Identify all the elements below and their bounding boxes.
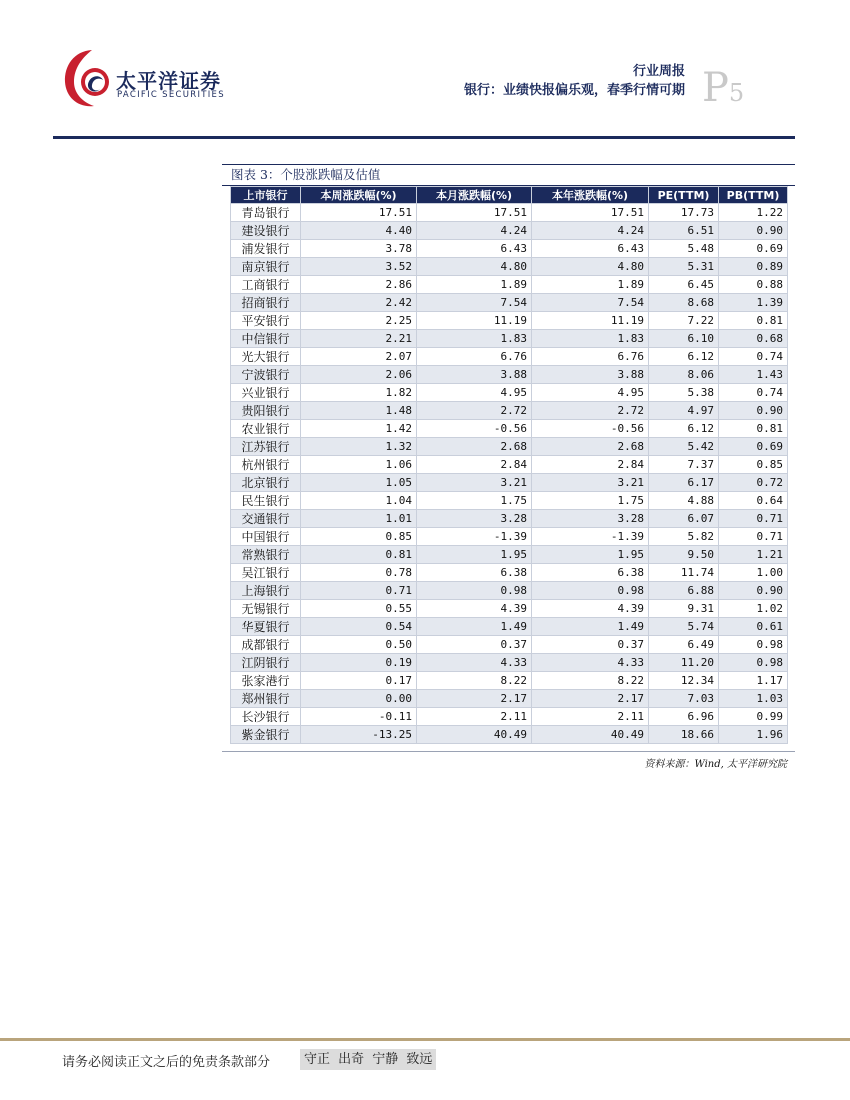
value-cell: 4.97 (649, 402, 719, 420)
value-cell: 2.11 (417, 708, 532, 726)
value-cell: 7.54 (417, 294, 532, 312)
company-slogan: 守正 出奇 宁静 致远 (300, 1049, 436, 1070)
table-row (231, 222, 788, 240)
value-cell: 1.17 (719, 672, 788, 690)
page-prefix: P (702, 65, 729, 111)
value-cell: 1.04 (301, 492, 417, 510)
value-cell: 17.51 (417, 204, 532, 222)
value-cell: 8.06 (649, 366, 719, 384)
value-cell: 6.45 (649, 276, 719, 294)
value-cell: 6.38 (532, 564, 649, 582)
table-row (231, 510, 788, 528)
table-row (231, 420, 788, 438)
value-cell: 1.95 (417, 546, 532, 564)
value-cell: 4.39 (417, 600, 532, 618)
value-cell: -1.39 (417, 528, 532, 546)
table-row (231, 276, 788, 294)
value-cell: 1.83 (417, 330, 532, 348)
column-header: 本周涨跌幅(%) (301, 187, 417, 204)
value-cell: 1.22 (719, 204, 788, 222)
value-cell: 0.72 (719, 474, 788, 492)
pacific-securities-logo-icon (62, 44, 116, 110)
value-cell: 4.24 (417, 222, 532, 240)
table-row (231, 456, 788, 474)
table-row (231, 330, 788, 348)
value-cell: 3.21 (532, 474, 649, 492)
value-cell: 1.82 (301, 384, 417, 402)
page-number (702, 65, 745, 111)
value-cell: 0.37 (532, 636, 649, 654)
value-cell: 2.07 (301, 348, 417, 366)
column-header: PB(TTM) (719, 187, 788, 204)
table-row (231, 582, 788, 600)
bank-name-cell: 长沙银行 (231, 708, 301, 726)
value-cell: 6.76 (532, 348, 649, 366)
value-cell: 6.17 (649, 474, 719, 492)
value-cell: 1.75 (417, 492, 532, 510)
value-cell: 0.17 (301, 672, 417, 690)
value-cell: 4.39 (532, 600, 649, 618)
value-cell: 17.51 (301, 204, 417, 222)
logo-english-name: PACIFIC SECURITIES (117, 90, 225, 100)
bank-name-cell: 民生银行 (231, 492, 301, 510)
value-cell: 40.49 (417, 726, 532, 744)
value-cell: 0.89 (719, 258, 788, 276)
bank-name-cell: 南京银行 (231, 258, 301, 276)
value-cell: 4.80 (417, 258, 532, 276)
value-cell: -0.56 (417, 420, 532, 438)
value-cell: 3.28 (417, 510, 532, 528)
bank-name-cell: 紫金银行 (231, 726, 301, 744)
value-cell: 4.95 (417, 384, 532, 402)
bank-name-cell: 中国银行 (231, 528, 301, 546)
bank-name-cell: 光大银行 (231, 348, 301, 366)
value-cell: 5.48 (649, 240, 719, 258)
bank-name-cell: 郑州银行 (231, 690, 301, 708)
value-cell: 2.11 (532, 708, 649, 726)
table-row (231, 618, 788, 636)
value-cell: 5.74 (649, 618, 719, 636)
bank-name-cell: 宁波银行 (231, 366, 301, 384)
value-cell: 5.82 (649, 528, 719, 546)
column-header: 本年涨跌幅(%) (532, 187, 649, 204)
value-cell: 6.12 (649, 348, 719, 366)
table-row (231, 600, 788, 618)
value-cell: 1.95 (532, 546, 649, 564)
value-cell: 3.78 (301, 240, 417, 258)
value-cell: 6.96 (649, 708, 719, 726)
value-cell: 1.42 (301, 420, 417, 438)
bank-name-cell: 招商银行 (231, 294, 301, 312)
value-cell: 6.10 (649, 330, 719, 348)
table-row (231, 348, 788, 366)
value-cell: 0.71 (301, 582, 417, 600)
bank-name-cell: 杭州银行 (231, 456, 301, 474)
value-cell: 18.66 (649, 726, 719, 744)
table-row (231, 672, 788, 690)
value-cell: 1.83 (532, 330, 649, 348)
value-cell: 0.71 (719, 510, 788, 528)
bank-name-cell: 张家港行 (231, 672, 301, 690)
value-cell: 3.88 (417, 366, 532, 384)
table-row (231, 402, 788, 420)
value-cell: 7.37 (649, 456, 719, 474)
value-cell: 3.28 (532, 510, 649, 528)
table-row (231, 312, 788, 330)
value-cell: 2.06 (301, 366, 417, 384)
value-cell: 6.43 (532, 240, 649, 258)
bank-name-cell: 青岛银行 (231, 204, 301, 222)
value-cell: 6.07 (649, 510, 719, 528)
value-cell: 1.39 (719, 294, 788, 312)
value-cell: 11.20 (649, 654, 719, 672)
value-cell: 1.01 (301, 510, 417, 528)
logo-chinese-name: 太平洋证券 (116, 69, 221, 93)
bank-name-cell: 常熟银行 (231, 546, 301, 564)
value-cell: 0.85 (301, 528, 417, 546)
value-cell: 0.68 (719, 330, 788, 348)
value-cell: 5.38 (649, 384, 719, 402)
value-cell: -1.39 (532, 528, 649, 546)
value-cell: -13.25 (301, 726, 417, 744)
value-cell: 1.02 (719, 600, 788, 618)
value-cell: 0.99 (719, 708, 788, 726)
value-cell: 0.37 (417, 636, 532, 654)
value-cell: 7.54 (532, 294, 649, 312)
value-cell: 1.89 (417, 276, 532, 294)
table-row (231, 654, 788, 672)
column-header: 本月涨跌幅(%) (417, 187, 532, 204)
table-header-row (231, 187, 788, 204)
value-cell: 8.22 (532, 672, 649, 690)
table-body (231, 204, 788, 744)
value-cell: 3.88 (532, 366, 649, 384)
stock-valuation-table (230, 186, 788, 744)
value-cell: 7.03 (649, 690, 719, 708)
value-cell: 6.43 (417, 240, 532, 258)
value-cell: 0.81 (719, 420, 788, 438)
table-row (231, 438, 788, 456)
table-row (231, 492, 788, 510)
table-row (231, 546, 788, 564)
bank-name-cell: 平安银行 (231, 312, 301, 330)
value-cell: 4.88 (649, 492, 719, 510)
value-cell: 11.19 (532, 312, 649, 330)
value-cell: 1.00 (719, 564, 788, 582)
value-cell: 0.98 (719, 654, 788, 672)
table-row (231, 258, 788, 276)
value-cell: 40.49 (532, 726, 649, 744)
value-cell: 3.52 (301, 258, 417, 276)
disclaimer-text: 请务必阅读正文之后的免责条款部分 (62, 1055, 271, 1070)
value-cell: 1.49 (417, 618, 532, 636)
value-cell: -0.56 (532, 420, 649, 438)
footer-divider (0, 1038, 850, 1041)
value-cell: 1.49 (532, 618, 649, 636)
value-cell: 9.50 (649, 546, 719, 564)
table-row (231, 528, 788, 546)
table-row (231, 294, 788, 312)
value-cell: 4.80 (532, 258, 649, 276)
table-row (231, 474, 788, 492)
value-cell: 1.75 (532, 492, 649, 510)
value-cell: 1.05 (301, 474, 417, 492)
value-cell: 17.73 (649, 204, 719, 222)
value-cell: 0.54 (301, 618, 417, 636)
value-cell: 0.74 (719, 348, 788, 366)
value-cell: 2.84 (417, 456, 532, 474)
bank-name-cell: 上海银行 (231, 582, 301, 600)
bank-name-cell: 农业银行 (231, 420, 301, 438)
table-row (231, 708, 788, 726)
value-cell: 2.17 (417, 690, 532, 708)
value-cell: 2.68 (417, 438, 532, 456)
bank-name-cell: 交通银行 (231, 510, 301, 528)
table-row (231, 726, 788, 744)
value-cell: 1.21 (719, 546, 788, 564)
value-cell: 0.74 (719, 384, 788, 402)
bank-name-cell: 北京银行 (231, 474, 301, 492)
value-cell: 2.21 (301, 330, 417, 348)
column-header: PE(TTM) (649, 187, 719, 204)
value-cell: 5.31 (649, 258, 719, 276)
value-cell: 2.42 (301, 294, 417, 312)
report-title: 银行：业绩快报偏乐观，春季行情可期 (463, 83, 685, 98)
value-cell: 0.00 (301, 690, 417, 708)
table-row (231, 690, 788, 708)
value-cell: 4.40 (301, 222, 417, 240)
value-cell: 6.49 (649, 636, 719, 654)
table-row (231, 240, 788, 258)
value-cell: 2.68 (532, 438, 649, 456)
value-cell: 8.22 (417, 672, 532, 690)
value-cell: 2.72 (532, 402, 649, 420)
value-cell: 0.90 (719, 222, 788, 240)
value-cell: 4.33 (532, 654, 649, 672)
table-row (231, 384, 788, 402)
value-cell: 1.96 (719, 726, 788, 744)
value-cell: 0.90 (719, 582, 788, 600)
bank-name-cell: 江苏银行 (231, 438, 301, 456)
table-row (231, 636, 788, 654)
bank-name-cell: 中信银行 (231, 330, 301, 348)
value-cell: -0.11 (301, 708, 417, 726)
column-header: 上市银行 (231, 187, 301, 204)
value-cell: 4.95 (532, 384, 649, 402)
bank-name-cell: 工商银行 (231, 276, 301, 294)
table-row (231, 204, 788, 222)
value-cell: 0.55 (301, 600, 417, 618)
value-cell: 4.24 (532, 222, 649, 240)
value-cell: 0.61 (719, 618, 788, 636)
value-cell: 1.06 (301, 456, 417, 474)
value-cell: 6.76 (417, 348, 532, 366)
value-cell: 2.86 (301, 276, 417, 294)
value-cell: 1.32 (301, 438, 417, 456)
value-cell: 3.21 (417, 474, 532, 492)
value-cell: 0.64 (719, 492, 788, 510)
value-cell: 2.72 (417, 402, 532, 420)
bank-name-cell: 建设银行 (231, 222, 301, 240)
bank-name-cell: 兴业银行 (231, 384, 301, 402)
value-cell: 11.74 (649, 564, 719, 582)
value-cell: 0.98 (417, 582, 532, 600)
exhibit-caption: 图表 3：个股涨跌幅及估值 (231, 167, 381, 182)
value-cell: 4.33 (417, 654, 532, 672)
value-cell: 0.88 (719, 276, 788, 294)
bank-name-cell: 吴江银行 (231, 564, 301, 582)
value-cell: 1.43 (719, 366, 788, 384)
bank-name-cell: 无锡银行 (231, 600, 301, 618)
exhibit-block (222, 164, 795, 770)
value-cell: 8.68 (649, 294, 719, 312)
value-cell: 2.84 (532, 456, 649, 474)
value-cell: 6.88 (649, 582, 719, 600)
bank-name-cell: 贵阳银行 (231, 402, 301, 420)
value-cell: 0.69 (719, 240, 788, 258)
value-cell: 0.98 (719, 636, 788, 654)
value-cell: 0.71 (719, 528, 788, 546)
value-cell: 0.98 (532, 582, 649, 600)
value-cell: 6.51 (649, 222, 719, 240)
bank-name-cell: 华夏银行 (231, 618, 301, 636)
value-cell: 0.19 (301, 654, 417, 672)
company-logo (62, 44, 225, 116)
value-cell: 6.38 (417, 564, 532, 582)
bank-name-cell: 成都银行 (231, 636, 301, 654)
value-cell: 0.69 (719, 438, 788, 456)
value-cell: 2.17 (532, 690, 649, 708)
header-divider (53, 136, 795, 139)
bank-name-cell: 浦发银行 (231, 240, 301, 258)
value-cell: 7.22 (649, 312, 719, 330)
value-cell: 9.31 (649, 600, 719, 618)
value-cell: 1.89 (532, 276, 649, 294)
bank-name-cell: 江阴银行 (231, 654, 301, 672)
page-number-value: 5 (728, 79, 745, 107)
value-cell: 17.51 (532, 204, 649, 222)
value-cell: 0.50 (301, 636, 417, 654)
value-cell: 1.03 (719, 690, 788, 708)
table-bottom-rule (222, 751, 795, 752)
value-cell: 12.34 (649, 672, 719, 690)
value-cell: 6.12 (649, 420, 719, 438)
report-type: 行业周报 (632, 64, 685, 79)
value-cell: 2.25 (301, 312, 417, 330)
value-cell: 11.19 (417, 312, 532, 330)
value-cell: 1.48 (301, 402, 417, 420)
value-cell: 0.85 (719, 456, 788, 474)
value-cell: 0.78 (301, 564, 417, 582)
value-cell: 5.42 (649, 438, 719, 456)
value-cell: 0.90 (719, 402, 788, 420)
source-note: 资料来源：Wind, 太平洋研究院 (644, 759, 787, 770)
table-row (231, 366, 788, 384)
value-cell: 0.81 (301, 546, 417, 564)
value-cell: 0.81 (719, 312, 788, 330)
table-row (231, 564, 788, 582)
